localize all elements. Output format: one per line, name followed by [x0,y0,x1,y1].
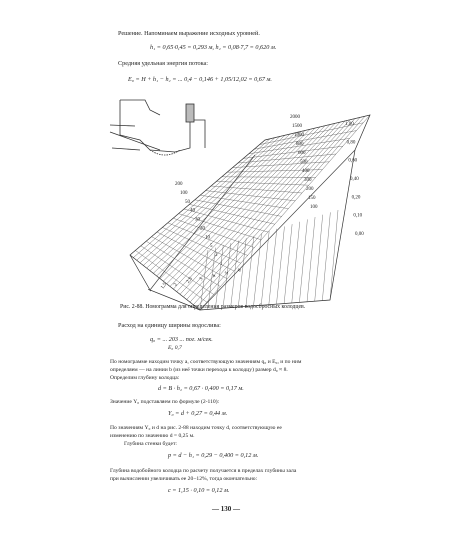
nomogram-oblique-line [147,134,290,268]
nomogram-labels [148,115,365,293]
nomogram-vertical-line [254,234,262,306]
left-scale-label: 50 [185,199,190,205]
text-line-14: изменению по значению d = 0,25 м. [110,433,195,439]
text-line-11: Значение Y₀ подставляем по формуле (2-110): [110,399,220,405]
text-line-13: По значениям Y₀ и d на рис. 2-88 находим точку d, соответствующую ее [110,425,282,431]
bottom-scale-label: 2,5 [186,276,194,285]
formula-2: E₀ = H + h₁ − h₂ = ... 0,4 − 0,146 + 1,05/12,02 = 0,67 м. [128,76,272,83]
top-scale-label: 400 [302,169,310,174]
formula-5: Y₀ = d + 0,27 = 0,44 м. [168,410,228,417]
left-scale-label: 200 [175,182,183,187]
page-number: — 130 — [212,505,240,513]
top-scale-label: 150 [308,196,316,201]
nomogram-cross-line [135,250,206,302]
right-scale-label: 0,10 [353,213,363,219]
top-scale-label: 200 [306,187,314,192]
bottom-scale-label: 3 [198,276,205,282]
nomogram-oblique-line [170,126,325,287]
bottom-scale-label: 2 [173,282,179,288]
figure-caption: Рис. 2-88. Номограмма для определения размеров водосбросных колодцев. [120,304,306,310]
nomogram-vertical-line [299,219,307,302]
right-scale-label: 0,60 [348,158,358,164]
nomogram-vertical-line [322,212,330,300]
text-line-7: По номограмме находим точку a, соответствующую значениям q₀ и E₀, и по ним [110,359,302,365]
nomogram-vertical-line [284,224,292,303]
text-line-9: Определим глубину колодца: [110,375,180,381]
left-scale-label: 100 [180,190,188,196]
right-scale-label: 0,20 [351,195,361,201]
nomogram-cross-line [195,200,282,217]
text-line-17: Глубина водобойного колодца по расчету получается в пределах глубины зала [110,468,297,474]
nomogram-vertical-line [315,215,323,301]
nomogram-vertical-line [276,226,284,304]
top-scale-label: 800 [296,142,304,147]
nomogram-oblique-line [130,140,265,255]
formula-7: c = 1,15 · 0,10 = 0,12 м. [168,487,230,494]
right-scale-label: 0,40 [350,177,359,182]
bottom-scale-label: 1,5 [160,282,169,291]
nomogram-cross-line [222,177,316,178]
text-line-1: Решение. Напоминаем выражение исходных уровней. [118,30,260,37]
right-scale-label: 0,80 [346,140,356,146]
text-line-5: Расход на единицу ширины водосливa: [118,322,221,329]
top-scale-label: 600 [298,151,306,156]
text-line-3: Средняя удельная энергия потока: [118,60,209,67]
formula-4: d = B · h₂ = 0,67 · 0,400 = 0,17 м. [158,385,244,392]
nomogram-oblique-line [150,133,295,274]
nomogram-frame [130,115,370,310]
top-scale-label: 500 [300,160,308,165]
top-scale-label: 300 [304,178,312,183]
nomogram-vertical-line [330,210,338,300]
nomogram-oblique-line [133,139,270,258]
bottom-scale-label: 1 [147,288,154,294]
text-line-8: определяем — на линии b (из неё точки перехода к колодцу) размер d₀ ≈ 8. [110,367,288,373]
nomogram-vertical-line [307,217,315,302]
top-scale-label: 2000 [290,115,300,120]
top-scale-label: 100 [310,205,318,210]
dam-sketch [110,100,205,155]
nomogram-oblique-line [153,132,300,277]
formula-3: q₀ = ... 203 ... пог. м/сек. [150,336,213,343]
nomogram-vertical-line [246,236,254,307]
formula-3-denominator: E₀ 0,7 [168,345,182,351]
nomogram-vertical-line [292,222,300,303]
left-scale-label: 5 [210,244,213,250]
formula-6: p = d − h₁ = 0,29 − 0,400 = 0,12 м. [168,452,259,459]
left-scale-label: 20 [200,226,205,232]
left-scale-label: 40 [190,208,195,214]
right-scale-label: 1,00 [345,122,354,127]
bottom-scale-label: 5 [224,271,231,277]
text-line-15: Глубина стенки будет: [124,441,177,447]
nomogram-cross-line [216,181,308,185]
left-scale-label: 2 [215,253,218,259]
top-scale-label: 1000 [294,133,304,138]
bottom-scale-label: 6 [237,268,244,274]
left-scale-label: 30 [195,217,200,223]
left-scale-label: 1 [220,262,223,267]
nomogram-cross-line [265,115,370,140]
nomogram-oblique-line [157,130,305,275]
formula-1: h₁ = 0,65·0,45 = 0,293 м, h₂ = 0,08·7,7 = 0,620 м. [150,44,277,51]
text-line-18: при вычислении увеличивать ее 20−12%, тогда окончательно: [110,476,258,482]
nomogram-vertical-line [269,229,277,305]
nomogram-grid [130,115,370,310]
top-scale-label: 1500 [292,124,302,129]
left-scale-label: 10 [205,235,210,241]
bottom-scale-label: 4 [211,273,218,279]
right-scale-label: 0,00 [355,232,364,237]
